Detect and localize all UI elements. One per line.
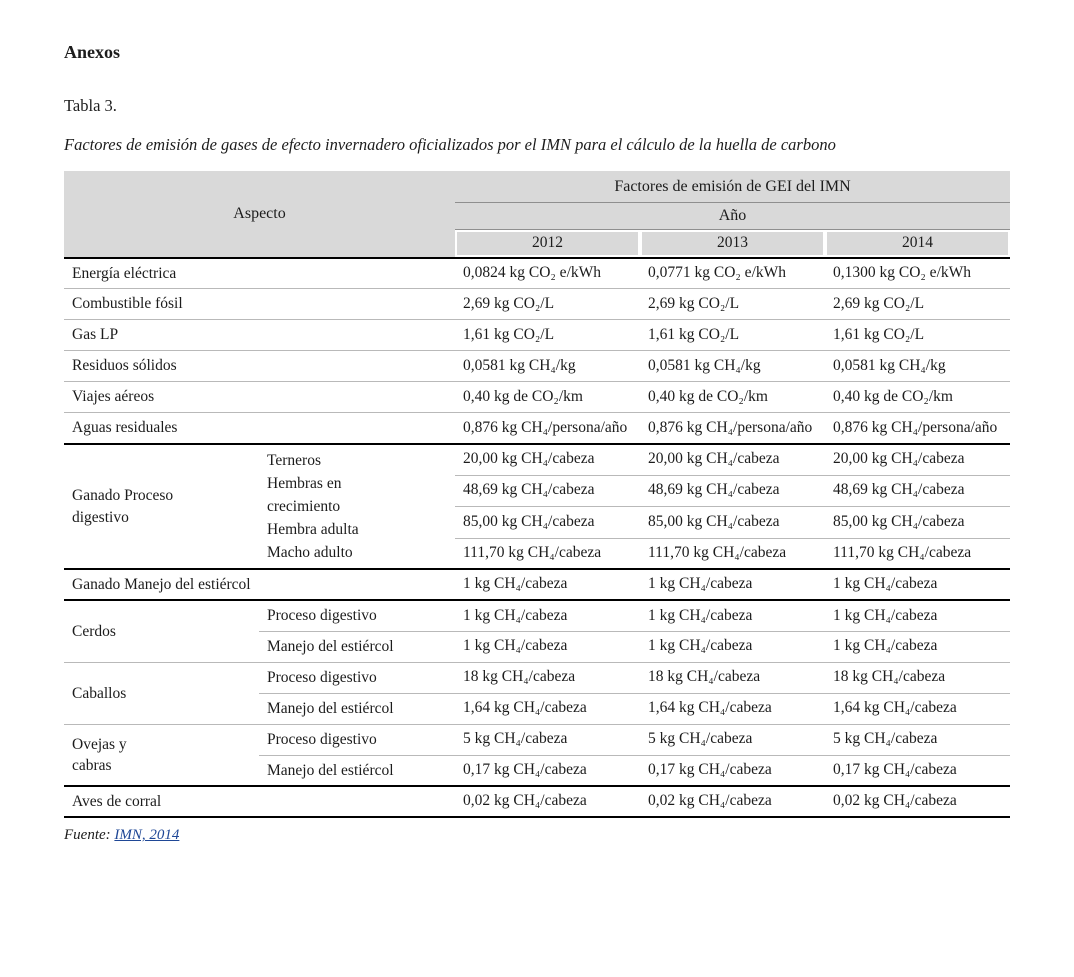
header-year-2012 — [455, 229, 640, 258]
row-aguas-residuales — [64, 413, 1010, 444]
year-label: 2012 — [457, 232, 638, 255]
year-label: 2013 — [642, 232, 823, 255]
row-sublabel: Manejo del estiércol — [259, 693, 455, 724]
value-cell: 18 kg CH₄/cabeza — [640, 662, 825, 693]
row-sublabel: Proceso digestivo — [259, 600, 455, 631]
header-row-group — [64, 171, 1010, 203]
row-label: Aves de corral — [64, 786, 455, 817]
value-cell: 0,02 kg CH₄/cabeza — [455, 786, 640, 817]
value-cell: 85,00 kg CH₄/cabeza — [640, 507, 825, 538]
value-cell: 0,02 kg CH₄/cabeza — [640, 786, 825, 817]
value-cell: 1 kg CH₄/cabeza — [640, 600, 825, 631]
value-cell: 5 kg CH₄/cabeza — [640, 724, 825, 755]
source-prefix: Fuente: — [64, 827, 115, 844]
value-cell: 0,0771 kg CO₂ e/kWh — [640, 258, 825, 289]
value-cell: 1,61 kg CO₂/L — [455, 320, 640, 351]
row-sublabel: Proceso digestivo — [259, 662, 455, 693]
digestivo-sublabel: Hembras en crecimiento — [267, 474, 342, 515]
year-label: 2014 — [827, 232, 1008, 255]
value-cell: 0,40 kg de CO₂/km — [640, 382, 825, 413]
value-cell: 0,876 kg CH₄/persona/año — [825, 413, 1010, 444]
row-ganado-estiercol — [64, 569, 1010, 600]
value-cell: 48,69 kg CH₄/cabeza — [455, 475, 640, 506]
group-label: Caballos — [72, 684, 127, 702]
value-cell: 20,00 kg CH₄/cabeza — [640, 444, 825, 475]
digestivo-sublabel: Terneros — [267, 451, 322, 469]
value-cell: 1,64 kg CH₄/cabeza — [825, 693, 1010, 724]
digestivo-sublabel: Macho adulto — [267, 543, 353, 561]
value-cell: 0,876 kg CH₄/persona/año — [640, 413, 825, 444]
value-cell: 48,69 kg CH₄/cabeza — [640, 475, 825, 506]
value-cell: 1 kg CH₄/cabeza — [455, 569, 640, 600]
row-sublabel: Manejo del estiércol — [259, 755, 455, 786]
row-aves-de-corral — [64, 786, 1010, 817]
value-cell: 0,0581 kg CH₄/kg — [825, 351, 1010, 382]
emission-factors-table — [64, 171, 1010, 819]
row-label — [64, 600, 259, 662]
source-line — [64, 827, 1010, 844]
row-gas-lp — [64, 320, 1010, 351]
value-cell: 20,00 kg CH₄/cabeza — [825, 444, 1010, 475]
header-anio: Año — [455, 202, 1010, 229]
row-label: Ganado Manejo del estiércol — [64, 569, 455, 600]
value-cell: 1,61 kg CO₂/L — [640, 320, 825, 351]
value-cell: 1 kg CH₄/cabeza — [825, 569, 1010, 600]
row-label — [64, 444, 259, 570]
value-cell: 0,1300 kg CO₂ e/kWh — [825, 258, 1010, 289]
row-ovejas-digestivo — [64, 724, 1010, 755]
value-cell: 0,02 kg CH₄/cabeza — [825, 786, 1010, 817]
group-label: Ganado Proceso digestivo — [72, 486, 174, 526]
value-cell: 5 kg CH₄/cabeza — [825, 724, 1010, 755]
row-label: Energía eléctrica — [64, 258, 455, 289]
row-energia-electrica — [64, 258, 1010, 289]
value-cell: 0,40 kg de CO₂/km — [455, 382, 640, 413]
value-cell: 1 kg CH₄/cabeza — [825, 600, 1010, 631]
value-cell: 0,40 kg de CO₂/km — [825, 382, 1010, 413]
value-cell: 1 kg CH₄/cabeza — [640, 569, 825, 600]
row-viajes-aereos — [64, 382, 1010, 413]
row-combustible-fosil — [64, 289, 1010, 320]
value-cell: 18 kg CH₄/cabeza — [825, 662, 1010, 693]
value-cell: 0,0824 kg CO₂ e/kWh — [455, 258, 640, 289]
group-label: Cerdos — [72, 622, 116, 640]
value-cell: 0,876 kg CH₄/persona/año — [455, 413, 640, 444]
row-sublabel: Proceso digestivo — [259, 724, 455, 755]
value-cell: 85,00 kg CH₄/cabeza — [825, 507, 1010, 538]
row-label — [64, 724, 259, 786]
row-label: Combustible fósil — [64, 289, 455, 320]
value-cell: 18 kg CH₄/cabeza — [455, 662, 640, 693]
value-cell: 0,17 kg CH₄/cabeza — [455, 755, 640, 786]
value-cell: 1 kg CH₄/cabeza — [455, 600, 640, 631]
value-cell: 2,69 kg CO₂/L — [455, 289, 640, 320]
value-cell: 48,69 kg CH₄/cabeza — [825, 475, 1010, 506]
value-cell: 1,64 kg CH₄/cabeza — [640, 693, 825, 724]
row-label: Viajes aéreos — [64, 382, 455, 413]
value-cell: 0,0581 kg CH₄/kg — [455, 351, 640, 382]
value-cell: 2,69 kg CO₂/L — [640, 289, 825, 320]
value-cell: 111,70 kg CH₄/cabeza — [640, 538, 825, 569]
value-cell: 0,0581 kg CH₄/kg — [640, 351, 825, 382]
row-label: Residuos sólidos — [64, 351, 455, 382]
row-label — [64, 662, 259, 724]
value-cell: 1,61 kg CO₂/L — [825, 320, 1010, 351]
row-label: Aguas residuales — [64, 413, 455, 444]
header-group-title: Factores de emisión de GEI del IMN — [455, 171, 1010, 203]
row-label: Gas LP — [64, 320, 455, 351]
digestivo-sublabel: Hembra adulta — [267, 520, 359, 538]
row-sublabel: Manejo del estiércol — [259, 631, 455, 662]
value-cell: 1 kg CH₄/cabeza — [455, 631, 640, 662]
value-cell: 111,70 kg CH₄/cabeza — [825, 538, 1010, 569]
table-label: Tabla 3. — [64, 96, 117, 115]
header-year-2013 — [640, 229, 825, 258]
row-caballos-digestivo — [64, 662, 1010, 693]
row-ganado-digestivo-terneros — [64, 444, 1010, 475]
row-residuos-solidos — [64, 351, 1010, 382]
value-cell: 1,64 kg CH₄/cabeza — [455, 693, 640, 724]
value-cell: 20,00 kg CH₄/cabeza — [455, 444, 640, 475]
value-cell: 0,17 kg CH₄/cabeza — [825, 755, 1010, 786]
table-caption: Factores de emisión de gases de efecto invernadero oficializados por el IMN para el cálculo de la huella de carbono — [64, 135, 836, 154]
value-cell: 1 kg CH₄/cabeza — [640, 631, 825, 662]
source-link[interactable]: IMN, 2014 — [114, 827, 180, 844]
value-cell: 111,70 kg CH₄/cabeza — [455, 538, 640, 569]
value-cell: 1 kg CH₄/cabeza — [825, 631, 1010, 662]
header-aspecto: Aspecto — [64, 171, 455, 258]
digestivo-sublabels — [259, 444, 455, 570]
header-year-2014 — [825, 229, 1010, 258]
value-cell: 0,17 kg CH₄/cabeza — [640, 755, 825, 786]
value-cell: 5 kg CH₄/cabeza — [455, 724, 640, 755]
value-cell: 2,69 kg CO₂/L — [825, 289, 1010, 320]
group-label: Ovejas y cabras — [72, 735, 127, 775]
row-cerdos-digestivo — [64, 600, 1010, 631]
value-cell: 85,00 kg CH₄/cabeza — [455, 507, 640, 538]
page-title: Anexos — [64, 42, 121, 62]
